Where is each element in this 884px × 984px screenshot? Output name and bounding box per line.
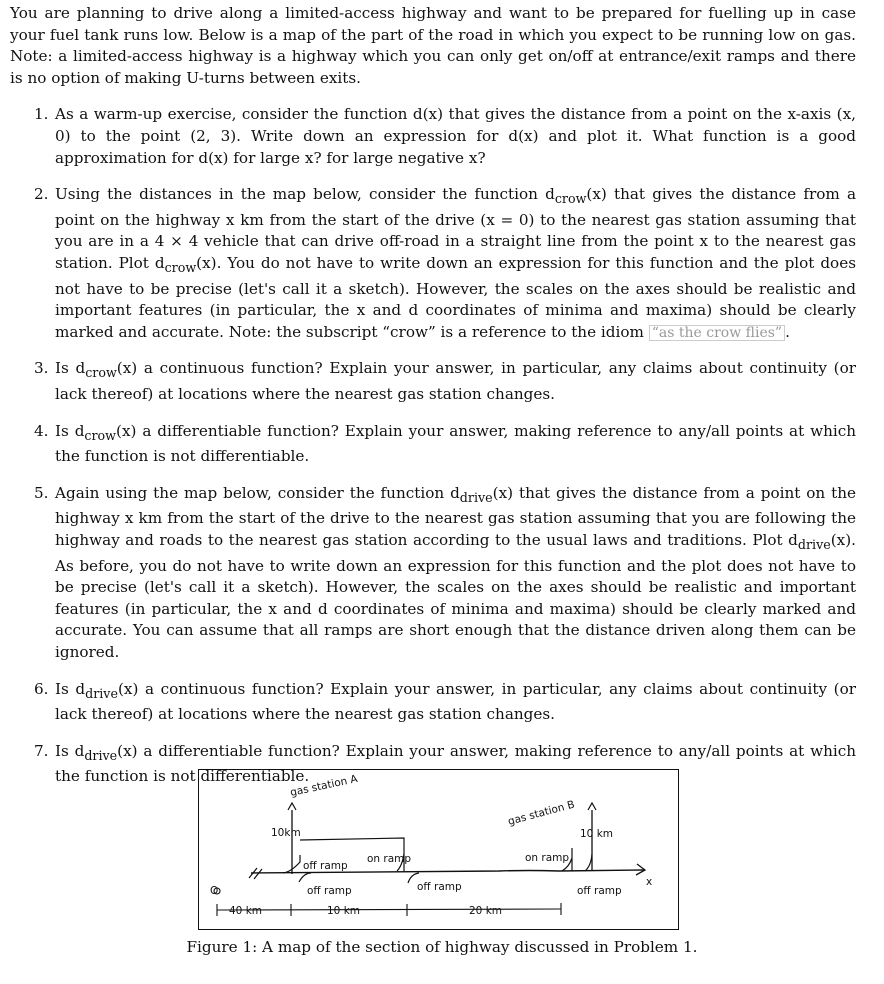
- label-origin: O: [210, 885, 219, 897]
- station-a-arrow-up: [288, 803, 296, 810]
- label-40km: 40 km: [229, 905, 263, 917]
- subscript: crow: [554, 191, 587, 207]
- label-10km-left: 10km: [271, 827, 301, 839]
- off-ramp-b: [585, 854, 592, 871]
- label-x-axis: x: [646, 876, 653, 888]
- problem-number: 7.: [34, 741, 49, 760]
- subscript: drive: [84, 747, 118, 763]
- problem-number: 5.: [34, 483, 49, 502]
- problem-text-part: Is d: [55, 679, 86, 698]
- label-on-ramp-1: on ramp: [367, 853, 412, 865]
- problem-text-part: Is d: [55, 359, 86, 378]
- problem-text-part: (x) that gives the distance from a point on the highway x km from the start of the drive to the nearest gas station assuming that you are following the highway and roads to the nearest gas station according to the usual laws and traditions. Plot d: [55, 483, 856, 550]
- figure-caption: Figure 1: A map of the section of highway discussed in Problem 1.: [186, 938, 698, 956]
- problem-text-part: (x) a differentiable function? Explain your answer, making reference to any/all points at which the function is not differentiable.: [55, 741, 857, 786]
- problem-number: 4.: [34, 421, 49, 440]
- punctuation: .: [785, 322, 790, 341]
- problem-number: 1.: [34, 105, 49, 124]
- subscript: crow: [164, 260, 197, 275]
- problem-3: [10, 358, 856, 405]
- subscript: drive: [797, 537, 831, 553]
- problem-text-part: Is d: [55, 421, 85, 440]
- label-off-ramp-3: off ramp: [417, 881, 462, 893]
- problem-text-part: Is d: [55, 741, 85, 760]
- problem-number: 3.: [34, 359, 49, 378]
- problem-4: [10, 421, 856, 468]
- highway-map-figure: [198, 769, 679, 930]
- problem-text-part: (x). As before, you do not have to write down an expression for this function and the plot does not have to be precise (let's call it a sketch). However, the scales on the axes should be realistic and important features (in particular, the x and d coordinates of minima and maxima) should be clearly marked and accurate. You can assume that all ramps are short enough that the distance driven along them can be ignored.: [55, 531, 856, 662]
- problem-text-part: (x) a continuous function? Explain your answer, in particular, any claims about continuity (or lack thereof) at locations where the nearest gas station changes.: [55, 679, 856, 724]
- label-off-ramp-4: off ramp: [577, 885, 622, 897]
- highway-map-drawing: [199, 770, 680, 931]
- problem-text-part: (x) a continuous function? Explain your answer, in particular, any claims about continuity (or lack thereof) at locations where the nearest gas station changes.: [55, 359, 856, 403]
- problem-text-part: (x) a differentiable function? Explain your answer, making reference to any/all points at which the function is not differentiable.: [55, 421, 857, 466]
- idiom-link[interactable]: “as the crow flies”: [649, 325, 785, 341]
- off-ramp-a-lower: [299, 873, 311, 882]
- label-20km: 20 km: [469, 905, 503, 917]
- problem-text-part: (x) that gives the distance from a point on the highway x km from the start of the drive (x = 0) to the nearest gas station assuming that you are in a 4 × 4 vehicle that can drive off-road in a straight line from the point x to the nearest gas station. Plot d: [55, 185, 856, 272]
- problem-6: [10, 679, 856, 726]
- subscript: drive: [459, 489, 493, 505]
- subscript: crow: [84, 427, 117, 443]
- label-on-ramp-2: on ramp: [525, 852, 570, 864]
- problem-text-part: Again using the map below, consider the function d: [55, 483, 460, 502]
- label-gas-station-a: gas station A: [289, 772, 359, 799]
- label-gas-station-b: gas station B: [506, 798, 577, 828]
- label-off-ramp-1: off ramp: [303, 860, 348, 872]
- subscript: crow: [85, 365, 117, 381]
- subscript: drive: [85, 685, 118, 701]
- problem-5: [10, 483, 856, 664]
- problem-number: 2.: [34, 185, 49, 204]
- problem-text-part: (x). You do not have to write down an expression for this function and the plot does not have to be precise (let's call it a sketch). However, the scales on the axes should be realistic and important features (in particular, the x and d coordinates of minima and maxima) should be clearly marked and accurate. Note: the subscript “crow” is a reference to the idiom: [55, 253, 856, 341]
- problem-number: 6.: [34, 679, 49, 698]
- problem-list: [10, 104, 856, 788]
- problem-1: [10, 104, 856, 169]
- label-off-ramp-2: off ramp: [307, 885, 352, 897]
- scale-line: [217, 909, 561, 910]
- problem-page: [10, 3, 856, 803]
- problem-text: As a warm-up exercise, consider the function d(x) that gives the distance from a point on the x-axis (x, 0) to the point (2, 3). Write down an expression for d(x) and plot it. What function is a good approximation for d(x) for large x? for large negative x?: [55, 105, 856, 167]
- label-10km-bottom: 10 km: [327, 905, 361, 917]
- problem-text-part: Using the distances in the map below, consider the function d: [55, 185, 555, 204]
- label-10km-right: 10 km: [580, 828, 614, 840]
- problem-2: [10, 184, 856, 343]
- intro-paragraph: You are planning to drive along a limited-access highway and want to be prepared for fuelling up in case your fuel tank runs low. Below is a map of the part of the road in which you expect to be running low on gas. Note: a limited-access highway is a highway which you can only get on/off at entrance/exit ramps and there is no option of making U-turns between exits.: [10, 4, 856, 87]
- station-b-arrow-up: [588, 803, 596, 810]
